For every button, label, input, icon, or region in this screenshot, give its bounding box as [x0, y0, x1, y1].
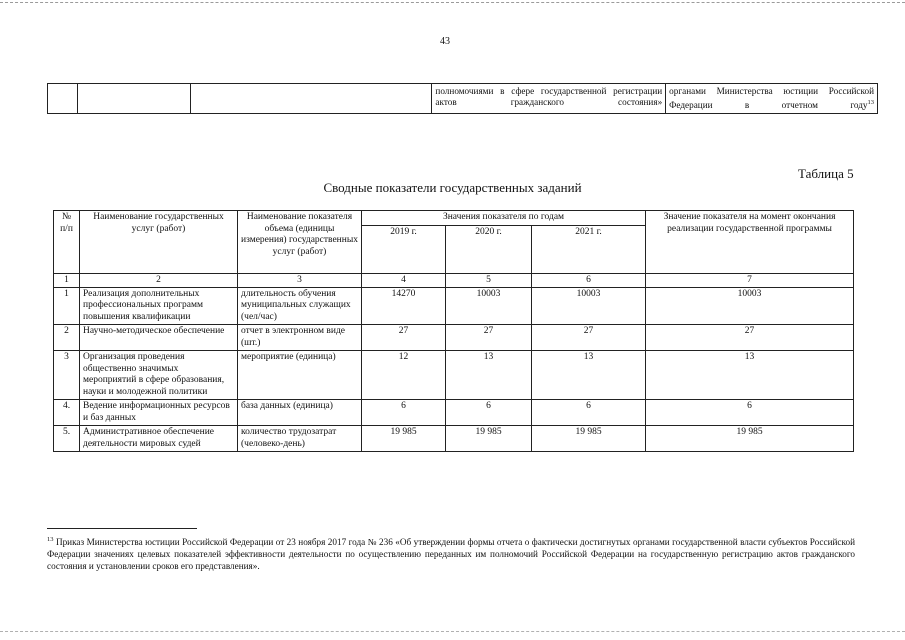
- table-cell: [77, 84, 190, 114]
- value-2021: 27: [532, 325, 646, 351]
- service-name: Реализация дополнительных профессиональных программ повышения квалификации: [80, 287, 238, 325]
- cell-text: органами Министерства юстиции Российской Федерации в отчетном году: [669, 86, 874, 111]
- column-number: 3: [238, 273, 362, 287]
- value-2020: 19 985: [446, 426, 532, 452]
- value-2019: 12: [362, 351, 446, 400]
- final-value: 10003: [646, 287, 854, 325]
- table-row: [54, 400, 854, 426]
- final-value: 6: [646, 400, 854, 426]
- value-2021: 6: [532, 400, 646, 426]
- column-number: 7: [646, 273, 854, 287]
- indicator-name: количество трудозатрат (человеко-день): [238, 426, 362, 452]
- row-number: 3: [54, 351, 80, 400]
- value-2020: 13: [446, 351, 532, 400]
- header-year: 2020 г.: [446, 225, 532, 273]
- final-value: 27: [646, 325, 854, 351]
- service-name: Организация проведения общественно значимых мероприятий в сфере образования, науки и молодежной политики: [80, 351, 238, 400]
- service-name: Ведение информационных ресурсов и баз данных: [80, 400, 238, 426]
- table-row: [54, 351, 854, 400]
- value-2019: 14270: [362, 287, 446, 325]
- indicator-name: длительность обучения муниципальных служащих (чел/час): [238, 287, 362, 325]
- header-num: № п/п: [54, 211, 80, 274]
- value-2020: 10003: [446, 287, 532, 325]
- value-2020: 27: [446, 325, 532, 351]
- column-number: 5: [446, 273, 532, 287]
- row-number: 5.: [54, 426, 80, 452]
- value-2019: 19 985: [362, 426, 446, 452]
- header-values-by-year: Значения показателя по годам: [362, 211, 646, 226]
- table-cell: [48, 84, 78, 114]
- final-value: 13: [646, 351, 854, 400]
- value-2020: 6: [446, 400, 532, 426]
- column-number: 2: [80, 273, 238, 287]
- indicator-name: база данных (единица): [238, 400, 362, 426]
- value-2021: 10003: [532, 287, 646, 325]
- page-number: 43: [440, 36, 450, 47]
- previous-table-fragment: [47, 83, 878, 114]
- table-cell: [190, 84, 432, 114]
- header-service: Наименование государственных услуг (работ): [80, 211, 238, 274]
- indicator-name: отчет в электронном виде (шт.): [238, 325, 362, 351]
- scan-edge-top: [0, 2, 905, 3]
- column-number: 6: [532, 273, 646, 287]
- table-row: [54, 287, 854, 325]
- service-name: Научно-методическое обеспечение: [80, 325, 238, 351]
- header-final-value: Значение показателя на момент окончания реализации государственной программы: [646, 211, 854, 274]
- column-numbers-row: [54, 273, 854, 287]
- indicator-name: мероприятие (единица): [238, 351, 362, 400]
- footnote-marker: 13: [47, 536, 54, 543]
- header-year: 2019 г.: [362, 225, 446, 273]
- column-number: 1: [54, 273, 80, 287]
- scan-edge-bottom: [0, 631, 905, 632]
- table-cell: полномочиями в сфере государственной регистрации актов гражданского состояния»: [432, 84, 666, 114]
- header-row: [54, 211, 854, 226]
- row-number: 2: [54, 325, 80, 351]
- table-row: [48, 84, 878, 114]
- service-name: Административное обеспечение деятельности мировых судей: [80, 426, 238, 452]
- row-number: 1: [54, 287, 80, 325]
- footnote-rule: [47, 528, 197, 529]
- footnote-ref: 13: [867, 99, 874, 106]
- value-2019: 6: [362, 400, 446, 426]
- final-value: 19 985: [646, 426, 854, 452]
- row-number: 4.: [54, 400, 80, 426]
- table-title: Сводные показатели государственных заданий: [323, 180, 582, 195]
- table-cell: [666, 84, 878, 114]
- column-number: 4: [362, 273, 446, 287]
- footnote: [47, 534, 855, 572]
- summary-table: [53, 210, 854, 452]
- value-2021: 13: [532, 351, 646, 400]
- table-label: Таблица 5: [798, 166, 854, 181]
- value-2019: 27: [362, 325, 446, 351]
- header-indicator: Наименование показателя объема (единицы измерения) государственных услуг (работ): [238, 211, 362, 274]
- table-row: [54, 426, 854, 452]
- footnote-text: Приказ Министерства юстиции Российской Федерации от 23 ноября 2017 года № 236 «Об утверждении формы отчета о фактически достигнутых органами государственной власти субъектов Российской Федерации значениях целевых показателей эффективности деятельности по осуществлению переданных им полномочий Российской Федерации на государственную регистрацию актов гражданского состояния и установлении сроков его представления».: [47, 537, 856, 572]
- value-2021: 19 985: [532, 426, 646, 452]
- table-row: [54, 325, 854, 351]
- header-year: 2021 г.: [532, 225, 646, 273]
